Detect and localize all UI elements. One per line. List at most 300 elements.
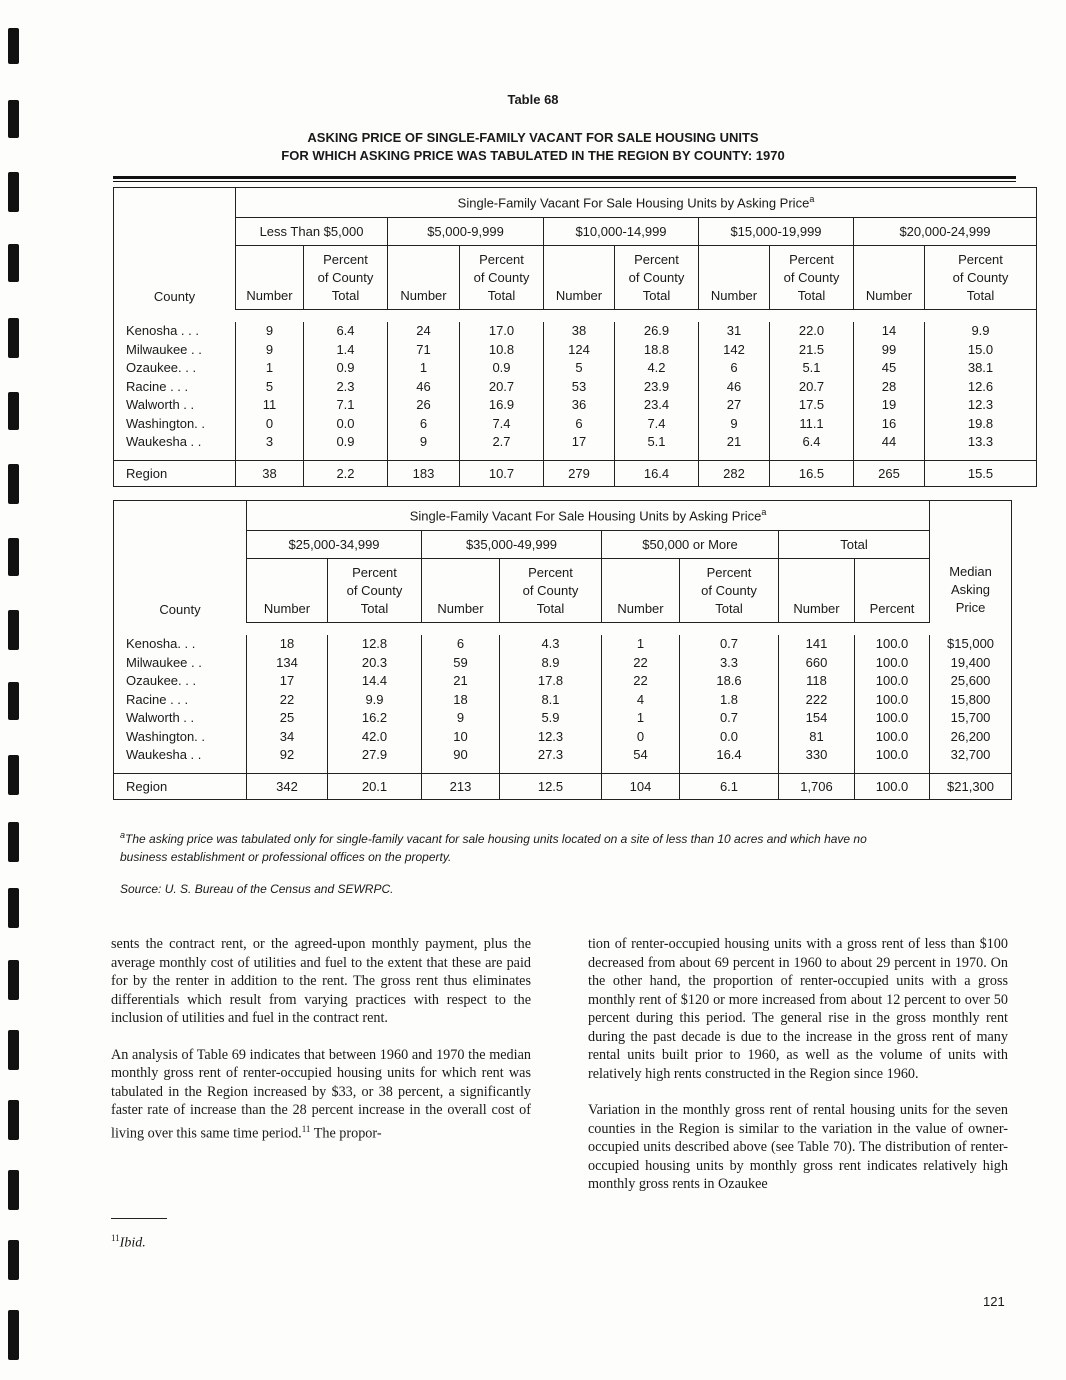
binder-hole-mark bbox=[8, 682, 19, 720]
county-name: Walworth . . bbox=[126, 397, 195, 412]
region-cell: 279 bbox=[544, 460, 615, 486]
data-cell: 19 bbox=[881, 397, 897, 412]
region-cell: 265 bbox=[854, 460, 925, 486]
binder-hole-mark bbox=[8, 28, 19, 64]
data-cell: 0.9 bbox=[336, 360, 355, 375]
percent-header-line: Percent bbox=[789, 252, 834, 267]
table-footnote bbox=[120, 826, 1020, 866]
data-column bbox=[925, 322, 1037, 460]
county-header: County bbox=[114, 188, 236, 310]
binder-hole-mark bbox=[8, 755, 19, 795]
percent-header-line: of County bbox=[783, 270, 840, 285]
data-cell: 10.8 bbox=[488, 341, 515, 357]
data-cell: 9.9 bbox=[365, 691, 384, 707]
data-cell: 124 bbox=[568, 341, 590, 357]
data-cell: 26.9 bbox=[643, 323, 670, 338]
page-footnote bbox=[111, 1233, 146, 1252]
county-column bbox=[114, 322, 236, 460]
county-name: Washington. . bbox=[126, 415, 206, 431]
county-name: Kenosha . . . bbox=[126, 323, 199, 338]
county-column bbox=[114, 635, 247, 773]
region-row bbox=[114, 773, 1012, 799]
source-note: Source: U. S. Bureau of the Census and SEWRPC. bbox=[120, 882, 394, 896]
data-cell: 9 bbox=[456, 710, 465, 725]
county-name: Kenosha. . . bbox=[126, 636, 196, 651]
gap-row bbox=[114, 310, 1037, 323]
data-cell: 9 bbox=[419, 434, 428, 449]
data-column bbox=[854, 322, 925, 460]
percent-header-line: of County bbox=[317, 270, 374, 285]
region-cell: 16.4 bbox=[615, 460, 699, 486]
data-cell: 4 bbox=[636, 691, 645, 707]
spanner-text: Single-Family Vacant For Sale Housing Units by Asking Price bbox=[457, 195, 810, 211]
binder-hole-mark bbox=[8, 1100, 19, 1140]
percent-header-line: Total bbox=[715, 601, 743, 616]
county-name: Racine . . . bbox=[126, 378, 189, 394]
data-cell: 100.0 bbox=[875, 673, 909, 688]
percent-header-line: of County bbox=[346, 583, 403, 598]
binder-hole-mark bbox=[8, 318, 19, 358]
binder-hole-mark bbox=[8, 172, 19, 212]
footnote-line-1: The asking price was tabulated only for single-family vacant for sale housing units located on a site of less than 10 acres and which have no bbox=[125, 832, 867, 846]
data-cell: 24 bbox=[416, 323, 431, 338]
binder-hole-mark bbox=[8, 1030, 19, 1070]
data-cell: 5 bbox=[265, 378, 274, 394]
percent-header bbox=[855, 559, 930, 623]
percent-header-line: Total bbox=[966, 288, 995, 303]
data-cell: 100.0 bbox=[875, 636, 909, 651]
percent-header-line: Percent bbox=[528, 565, 573, 580]
price-group-header: $50,000 or More bbox=[602, 531, 779, 559]
data-cell: 90 bbox=[453, 747, 468, 762]
price-group-header: Total bbox=[779, 531, 930, 559]
data-cell: 3.3 bbox=[719, 654, 739, 670]
spanner-footnote-mark: a bbox=[809, 194, 815, 205]
data-cell: 20.7 bbox=[798, 378, 825, 394]
paragraph-text: An analysis of Table 69 indicates that between 1960 and 1970 the median monthly gross rent of renter-occupied housing units for which rent was tabulated in the Region increased by $33, or 38 percent, a significantly faster rate of increase than the 28 percent increase in the overall cost of living over this same time period. bbox=[111, 1046, 531, 1142]
price-group-header: Less Than $5,000 bbox=[236, 218, 388, 246]
data-cell: 6.4 bbox=[336, 323, 355, 338]
region-row bbox=[114, 460, 1037, 486]
percent-header-line: Percent bbox=[869, 601, 915, 616]
median-header bbox=[930, 501, 1012, 623]
binder-hole-mark bbox=[8, 538, 19, 576]
county-name: Waukesha . . bbox=[126, 434, 202, 449]
spanner-footnote-mark: a bbox=[761, 507, 767, 518]
table-top-rule-thin bbox=[113, 181, 1016, 182]
percent-header-line: of County bbox=[701, 583, 757, 598]
percent-header-line: Total bbox=[536, 601, 565, 616]
data-cell: 12.6 bbox=[967, 378, 994, 394]
paragraph: sents the contract rent, or the agreed-upon monthly payment, plus the average monthly cost of utilities and fuel to the extent that these are paid for by the renter in addition to the rent. The gross rent thus eliminates differentials which result from varying practices with respect to the inclusion of utilities and fuel in the contract rent. bbox=[111, 936, 531, 1026]
data-cell: 17 bbox=[279, 673, 295, 688]
spanner-header bbox=[247, 501, 930, 531]
data-cell: 46 bbox=[726, 378, 742, 394]
data-cell: 0 bbox=[636, 728, 645, 744]
data-column bbox=[544, 322, 615, 460]
footnote-mark: a bbox=[120, 830, 126, 840]
region-cell: $21,300 bbox=[930, 773, 1012, 799]
paragraph: tion of renter-occupied housing units with a gross rent of less than $100 decreased from about 69 percent in 1960 to about 29 percent in 1970. On the other hand, the proportion of renter-occupied units with a gross monthly rent of $120 or more increased from about 12 percent to over 50 percent during this period. The general rise in the gross monthly rent during the past decade is due to the increase in the gross rent of many rental units built prior to 1960, as well as the volume of units with relatively high rents constructed in the Region since 1960. bbox=[588, 936, 1008, 1082]
data-cell: 1.4 bbox=[336, 341, 355, 357]
price-group-header: $35,000-49,999 bbox=[422, 531, 602, 559]
number-header: Number bbox=[544, 246, 615, 310]
data-cell: 14.4 bbox=[361, 673, 388, 688]
region-cell: 15.5 bbox=[925, 460, 1037, 486]
percent-header-line: Total bbox=[331, 288, 360, 303]
data-cell: 1 bbox=[419, 360, 428, 375]
data-cell: 19.8 bbox=[967, 415, 994, 431]
data-cell: 9 bbox=[730, 415, 738, 431]
footnote-text: Ibid. bbox=[119, 1235, 146, 1251]
data-cell: 330 bbox=[805, 747, 828, 762]
county-name: Ozaukee. . . bbox=[126, 673, 197, 688]
data-column bbox=[388, 322, 460, 460]
price-group-header: $15,000-19,999 bbox=[699, 218, 854, 246]
data-cell: 46 bbox=[416, 378, 431, 394]
data-column bbox=[770, 322, 854, 460]
region-cell: 104 bbox=[602, 773, 680, 799]
data-cell: 25 bbox=[279, 710, 295, 725]
number-header: Number bbox=[388, 246, 460, 310]
county-name: Milwaukee . . bbox=[126, 341, 202, 357]
data-cell: 18.8 bbox=[643, 341, 670, 357]
region-cell: 183 bbox=[388, 460, 460, 486]
table-top-rule bbox=[113, 176, 1016, 179]
median-header-line: Median bbox=[949, 563, 992, 579]
spanner-text: Single-Family Vacant For Sale Housing Units by Asking Price bbox=[409, 508, 762, 524]
title-line-2: FOR WHICH ASKING PRICE WAS TABULATED IN THE REGION BY COUNTY: 1970 bbox=[281, 148, 785, 163]
binder-hole-mark bbox=[8, 960, 19, 1000]
data-cell: 6 bbox=[575, 415, 583, 431]
data-cell: 100.0 bbox=[875, 654, 909, 670]
data-column bbox=[328, 635, 422, 773]
price-group-header: $10,000-14,999 bbox=[544, 218, 699, 246]
data-cell: 0.7 bbox=[719, 636, 739, 651]
data-cell: 17 bbox=[571, 434, 587, 449]
data-cell: 81 bbox=[809, 728, 824, 744]
data-cell: 31 bbox=[726, 323, 742, 338]
data-cell: 15,800 bbox=[950, 691, 991, 707]
data-cell: 71 bbox=[416, 341, 431, 357]
percent-header bbox=[304, 246, 388, 310]
data-cell: 16.2 bbox=[361, 710, 388, 725]
data-cell: 38 bbox=[571, 323, 587, 338]
data-cell: 20.7 bbox=[488, 378, 515, 394]
data-cell: 54 bbox=[633, 747, 648, 762]
data-column bbox=[779, 635, 855, 773]
data-cell: 27 bbox=[726, 397, 742, 412]
data-cell: 38.1 bbox=[967, 360, 994, 375]
number-header: Number bbox=[236, 246, 304, 310]
footnote-line-2: business establishment or professional offices on the property. bbox=[120, 850, 452, 864]
data-cell: 21 bbox=[453, 673, 468, 688]
data-cell: 42.0 bbox=[361, 728, 388, 744]
data-cell: 15.0 bbox=[967, 341, 994, 357]
county-name: Milwaukee . . bbox=[126, 654, 202, 670]
percent-header-line: Total bbox=[797, 288, 826, 303]
data-cell: 53 bbox=[571, 378, 587, 394]
percent-header bbox=[770, 246, 854, 310]
county-name: Walworth . . bbox=[126, 710, 195, 725]
data-cell: 100.0 bbox=[875, 747, 909, 762]
region-cell: 100.0 bbox=[855, 773, 930, 799]
county-name: Waukesha . . bbox=[126, 747, 202, 762]
binder-hole-mark bbox=[8, 1240, 19, 1280]
data-cell: 7.1 bbox=[336, 397, 355, 412]
footnote-rule bbox=[111, 1218, 167, 1219]
percent-header-line: of County bbox=[952, 270, 1009, 285]
data-column bbox=[855, 635, 930, 773]
binder-hole-mark bbox=[8, 822, 19, 862]
subheader-row bbox=[114, 246, 1037, 310]
data-cell: 20.3 bbox=[361, 654, 388, 670]
binder-hole-mark bbox=[8, 1310, 19, 1360]
data-cell: 19,400 bbox=[950, 654, 991, 670]
data-column bbox=[602, 635, 680, 773]
data-cell: 0.9 bbox=[336, 434, 355, 449]
binder-hole-mark bbox=[8, 888, 19, 928]
county-data-row bbox=[114, 635, 1012, 773]
region-cell: 12.5 bbox=[500, 773, 602, 799]
data-cell: 134 bbox=[276, 654, 298, 670]
data-cell: 9 bbox=[265, 341, 274, 357]
data-cell: 5.1 bbox=[802, 360, 821, 375]
data-cell: 13.3 bbox=[967, 434, 994, 449]
region-cell: 20.1 bbox=[328, 773, 422, 799]
data-cell: 10 bbox=[453, 728, 468, 744]
data-cell: $15,000 bbox=[947, 636, 995, 651]
percent-header bbox=[460, 246, 544, 310]
region-cell: 282 bbox=[699, 460, 770, 486]
price-group-header: $5,000-9,999 bbox=[388, 218, 544, 246]
data-cell: 21.5 bbox=[798, 341, 825, 357]
number-header: Number bbox=[699, 246, 770, 310]
table-label: Table 68 bbox=[507, 92, 559, 107]
data-cell: 22 bbox=[633, 673, 648, 688]
data-column bbox=[236, 322, 304, 460]
data-cell: 0.7 bbox=[719, 710, 739, 725]
percent-header-line: Total bbox=[360, 601, 389, 616]
data-cell: 5 bbox=[575, 360, 583, 375]
data-cell: 9 bbox=[265, 323, 274, 338]
data-cell: 12.3 bbox=[967, 397, 994, 412]
percent-header-line: Percent bbox=[958, 252, 1003, 267]
data-cell: 17.0 bbox=[488, 323, 515, 338]
data-column bbox=[680, 635, 779, 773]
data-cell: 1.8 bbox=[719, 691, 739, 707]
number-header: Number bbox=[602, 559, 680, 623]
data-cell: 44 bbox=[881, 434, 897, 449]
data-cell: 142 bbox=[723, 341, 745, 357]
data-cell: 8.1 bbox=[541, 691, 560, 707]
percent-header-line: of County bbox=[628, 270, 685, 285]
data-cell: 4.2 bbox=[647, 360, 666, 375]
data-cell: 22.0 bbox=[798, 323, 825, 338]
data-cell: 23.4 bbox=[643, 397, 670, 412]
data-cell: 8.9 bbox=[541, 654, 560, 670]
data-cell: 59 bbox=[453, 654, 468, 670]
data-cell: 28 bbox=[881, 378, 897, 394]
data-cell: 26,200 bbox=[950, 728, 991, 744]
region-label: Region bbox=[114, 460, 236, 486]
county-header: County bbox=[114, 501, 247, 623]
number-header: Number bbox=[422, 559, 500, 623]
paragraph: Variation in the monthly gross rent of rental housing units for the seven counties in the Region is similar to the variation in the value of owner-occupied units described above (see Table 70). The distribution of renter-occupied housing units by monthly gross rent indicates relatively high monthly gross rents in Ozaukee bbox=[588, 1102, 1008, 1192]
data-cell: 14 bbox=[881, 323, 897, 338]
price-group-row bbox=[114, 531, 1012, 559]
title-line-1: ASKING PRICE OF SINGLE-FAMILY VACANT FOR SALE HOUSING UNITS bbox=[307, 130, 759, 145]
data-cell: 6 bbox=[456, 636, 465, 651]
data-cell: 0 bbox=[265, 415, 274, 431]
data-cell: 5.9 bbox=[541, 710, 560, 725]
data-cell: 2.3 bbox=[336, 378, 355, 394]
table-title bbox=[0, 129, 1066, 165]
data-cell: 7.4 bbox=[492, 415, 511, 431]
data-column bbox=[615, 322, 699, 460]
data-cell: 92 bbox=[279, 747, 295, 762]
data-cell: 32,700 bbox=[950, 747, 991, 762]
data-cell: 36 bbox=[571, 397, 587, 412]
percent-header-line: Percent bbox=[634, 252, 679, 267]
data-cell: 1 bbox=[265, 360, 274, 375]
data-cell: 27.3 bbox=[537, 747, 564, 762]
data-cell: 23.9 bbox=[643, 378, 670, 394]
region-cell: 2.2 bbox=[304, 460, 388, 486]
data-column bbox=[460, 322, 544, 460]
price-group-row bbox=[114, 218, 1037, 246]
percent-header bbox=[328, 559, 422, 623]
data-cell: 18 bbox=[453, 691, 468, 707]
data-cell: 118 bbox=[806, 673, 827, 688]
asking-price-table-2 bbox=[113, 500, 1012, 800]
data-cell: 21 bbox=[726, 434, 742, 449]
data-cell: 9.9 bbox=[971, 323, 990, 338]
data-cell: 11 bbox=[262, 397, 277, 412]
data-cell: 18 bbox=[279, 636, 295, 651]
data-cell: 100.0 bbox=[875, 710, 909, 725]
data-cell: 17.5 bbox=[798, 397, 825, 412]
binder-hole-mark bbox=[8, 610, 19, 650]
percent-header-line: Percent bbox=[706, 565, 752, 580]
region-cell: 38 bbox=[236, 460, 304, 486]
paragraph-text: The propor- bbox=[313, 1125, 382, 1142]
percent-header-line: Percent bbox=[479, 252, 524, 267]
data-cell: 141 bbox=[805, 636, 828, 651]
data-cell: 16.4 bbox=[716, 747, 742, 762]
binder-hole-mark bbox=[8, 392, 19, 430]
region-cell: 213 bbox=[422, 773, 500, 799]
right-text-column bbox=[588, 935, 1008, 1212]
data-cell: 3 bbox=[265, 434, 274, 449]
data-cell: 7.4 bbox=[647, 415, 666, 431]
data-cell: 6 bbox=[419, 415, 428, 431]
data-cell: 12.8 bbox=[361, 636, 388, 651]
county-name: Washington. . bbox=[126, 728, 206, 744]
binder-hole-mark bbox=[8, 464, 19, 504]
percent-header bbox=[500, 559, 602, 623]
data-cell: 660 bbox=[805, 654, 828, 670]
binder-hole-mark bbox=[8, 1170, 19, 1210]
data-cell: 0.0 bbox=[719, 728, 739, 744]
median-header-line: Asking bbox=[951, 581, 991, 597]
data-cell: 45 bbox=[881, 360, 897, 375]
data-column bbox=[699, 322, 770, 460]
data-column bbox=[422, 635, 500, 773]
binder-hole-mark bbox=[8, 244, 19, 282]
percent-header-line: Total bbox=[487, 288, 516, 303]
region-label: Region bbox=[114, 773, 247, 799]
data-cell: 17.8 bbox=[537, 673, 564, 688]
data-cell: 22 bbox=[633, 654, 648, 670]
footnote-reference: 11 bbox=[301, 1123, 311, 1134]
county-name: Racine . . . bbox=[126, 691, 189, 707]
number-header: Number bbox=[247, 559, 328, 623]
left-text-column bbox=[111, 935, 531, 1161]
data-cell: 99 bbox=[881, 341, 897, 357]
region-cell: 342 bbox=[247, 773, 328, 799]
data-cell: 12.3 bbox=[537, 728, 564, 744]
data-cell: 4.3 bbox=[541, 636, 560, 651]
percent-header bbox=[925, 246, 1037, 310]
data-cell: 222 bbox=[805, 691, 828, 707]
data-cell: 0.9 bbox=[492, 360, 511, 375]
data-cell: 2.7 bbox=[492, 434, 511, 449]
region-cell: 10.7 bbox=[460, 460, 544, 486]
region-cell: 6.1 bbox=[680, 773, 779, 799]
price-group-header: $20,000-24,999 bbox=[854, 218, 1037, 246]
percent-header bbox=[680, 559, 779, 623]
percent-header-line: of County bbox=[473, 270, 530, 285]
page-number: 121 bbox=[983, 1294, 1005, 1309]
spanner-header bbox=[236, 188, 1037, 218]
price-group-header: $25,000-34,999 bbox=[247, 531, 422, 559]
data-cell: 34 bbox=[279, 728, 295, 744]
data-cell: 0.0 bbox=[336, 415, 355, 431]
data-cell: 26 bbox=[416, 397, 431, 412]
county-name: Ozaukee. . . bbox=[126, 360, 197, 375]
percent-header-line: of County bbox=[522, 583, 579, 598]
data-cell: 154 bbox=[805, 710, 828, 725]
data-cell: 22 bbox=[279, 691, 295, 707]
gap-row bbox=[114, 623, 1012, 636]
data-column bbox=[930, 635, 1012, 773]
data-cell: 16 bbox=[881, 415, 897, 431]
percent-header bbox=[615, 246, 699, 310]
data-cell: 15,700 bbox=[950, 710, 991, 725]
data-cell: 25,600 bbox=[950, 673, 991, 688]
subheader-row bbox=[114, 559, 1012, 623]
data-cell: 100.0 bbox=[875, 728, 909, 744]
number-header: Number bbox=[779, 559, 855, 623]
data-cell: 16.9 bbox=[488, 397, 515, 412]
data-column bbox=[304, 322, 388, 460]
data-cell: 1 bbox=[636, 636, 645, 651]
data-column bbox=[247, 635, 328, 773]
percent-header-line: Percent bbox=[352, 565, 397, 580]
data-cell: 1 bbox=[636, 710, 645, 725]
county-data-row bbox=[114, 322, 1037, 460]
region-cell: 16.5 bbox=[770, 460, 854, 486]
data-cell: 18.6 bbox=[716, 673, 742, 688]
data-cell: 11.1 bbox=[799, 415, 824, 431]
median-header-line: Price bbox=[955, 599, 986, 615]
region-cell: 1,706 bbox=[779, 773, 855, 799]
percent-header-line: Total bbox=[642, 288, 671, 303]
paragraph bbox=[111, 1046, 531, 1143]
number-header: Number bbox=[854, 246, 925, 310]
data-cell: 5.1 bbox=[647, 434, 666, 449]
